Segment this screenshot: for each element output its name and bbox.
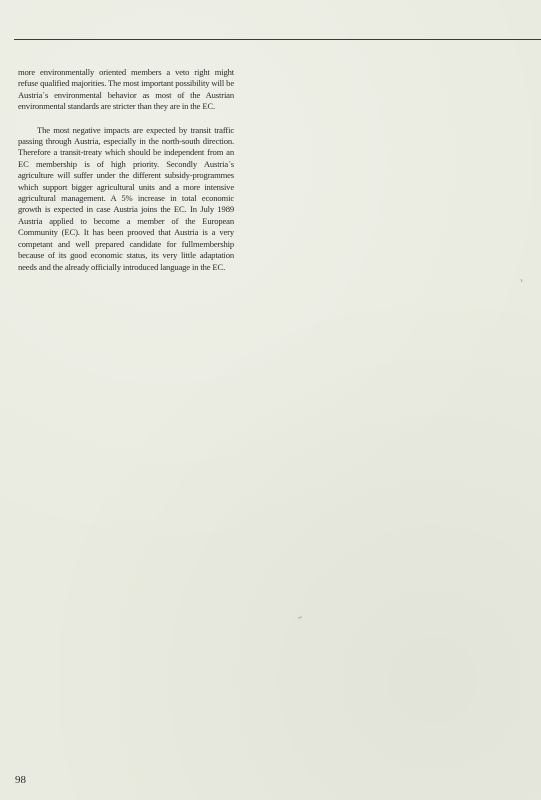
- paragraph-2: The most negative impacts are expected by transit traffic passing through Austria, especially in the north-south direction. Therefore a transit-treaty which should be independent from an EC membership is of high priority. Secondly Austria´s agriculture will suffer under the different subsidy-programmes which support bigger agricultural units and a more intensive agricultural management. A 5% increase in total economic growth is expected in case Austria joins the EC. In July 1989 Austria applied to become a member of the European Community (EC). It has been prooved that Austria is a very competant and well prepared candidate for fullmembership because of its good economic status, its very little adaptation needs and the already officially introduced language in the EC.: [18, 124, 234, 272]
- paragraph-1: more environmentally oriented members a veto right might refuse qualified majorities. The most important possibility will be Austria´s environmental behavior as most of the Austrian environmental standards are stricter than they are in the EC.: [18, 67, 234, 112]
- header-rule: [14, 39, 541, 40]
- paper-speck: [521, 279, 523, 282]
- page-number: 98: [15, 774, 26, 786]
- text-column: [18, 67, 234, 273]
- paper-speck: [298, 616, 302, 619]
